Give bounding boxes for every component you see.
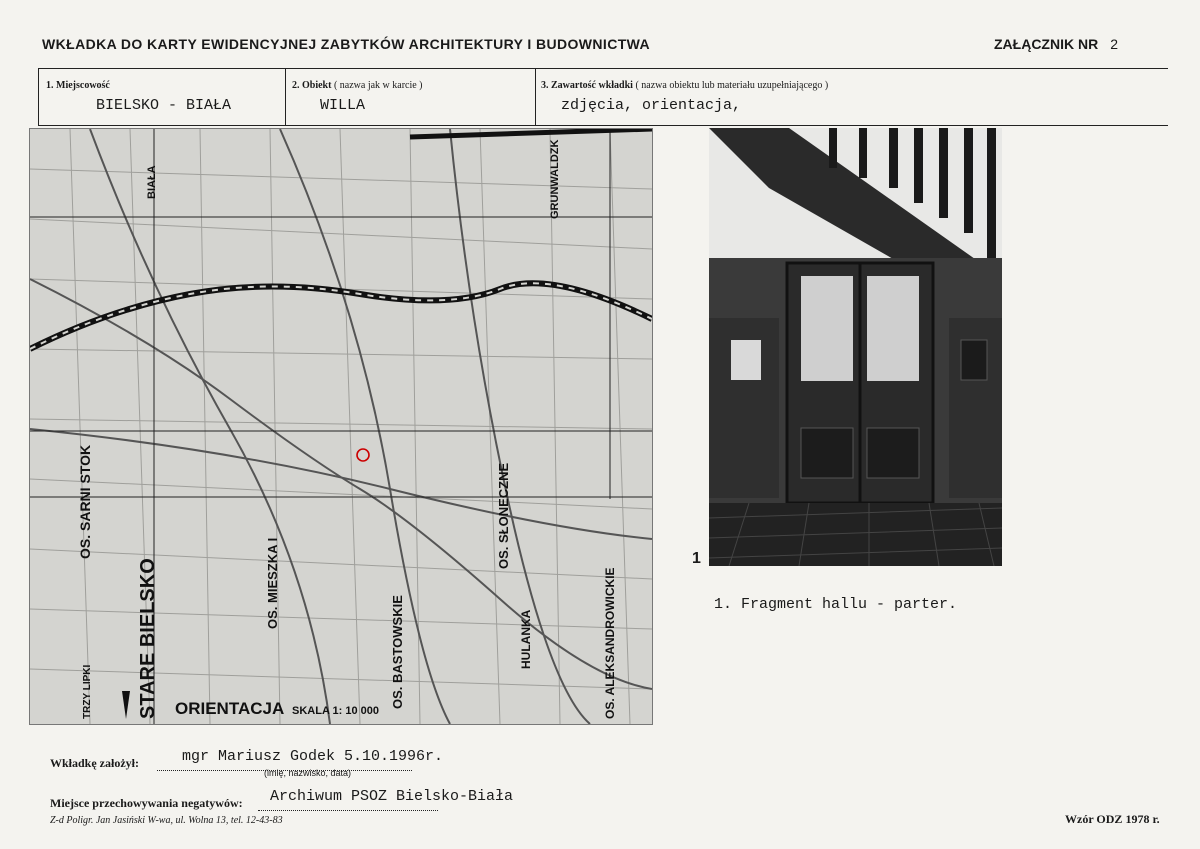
annex-label [994, 36, 1118, 52]
form-model: Wzór ODZ 1978 r. [1065, 812, 1160, 826]
interior-photo [709, 128, 1002, 566]
form-title: WKŁADKA DO KARTY EWIDENCYJNEJ ZABYTKÓW ARCHITEKTURY I BUDOWNICTWA [42, 36, 651, 52]
biala-label: BIAŁA [146, 165, 158, 199]
orientation-label: ORIENTACJA [175, 699, 285, 718]
contents-value: zdjęcia, orientacja, [561, 97, 742, 114]
photo-number: 1 [692, 550, 701, 567]
printer-info: Z-d Poligr. Jan Jasiński W-wa, ul. Wolna 13, tel. 12-43-83 [50, 815, 283, 826]
table-divider-2 [535, 68, 536, 126]
contents-label: 3. Zawartość wkładki ( nazwa obiektu lub materiału uzupełniającego ) [541, 80, 829, 91]
table-bottom-rule [38, 125, 1168, 126]
hall-photo-drawing [709, 128, 1002, 566]
author-hint: (imię, nazwisko, data) [264, 768, 352, 778]
grunwaldzkie-label: GRUNWALDZK [549, 139, 561, 219]
object-label: 2. Obiekt ( nazwa jak w karcie ) [292, 80, 423, 91]
negatives-value: Archiwum PSOZ Bielsko-Biała [270, 788, 514, 805]
object-value: WILLA [320, 97, 366, 114]
mieszka-label: OS. MIESZKA I [265, 537, 280, 629]
hulanka-label: HULANKA [519, 609, 533, 669]
photo-caption: 1. Fragment hallu - parter. [714, 596, 958, 613]
locality-value: BIELSKO - BIAŁA [96, 97, 232, 114]
table-left-rule [38, 68, 39, 126]
map-drawing [30, 129, 652, 724]
scale-label: SKALA 1: 10 000 [292, 705, 380, 717]
sarni-stok-label: OS. SARNI STOK [77, 444, 93, 559]
trzy-lipki-label: TRZY LIPKI [82, 664, 93, 719]
sloneczne-label: OS. SŁONECZNE [496, 462, 511, 569]
annex-label-text: ZAŁĄCZNIK NR [994, 36, 1099, 52]
table-divider-1 [285, 68, 286, 126]
author-value: mgr Mariusz Godek 5.10.1996r. [182, 748, 444, 765]
table-top-rule [38, 68, 1168, 69]
bastowskie-label: OS. BASTOWSKIE [390, 595, 405, 709]
stare-bielsko-label: STARE BIELSKO [137, 558, 159, 719]
locality-label: 1. Miejscowość [46, 80, 110, 91]
negatives-label: Miejsce przechowywania negatywów: [50, 796, 243, 810]
aleksandrowickie-label: OS. ALEKSANDROWICKIE [603, 567, 617, 719]
author-label: Wkładkę założył: [50, 756, 139, 770]
annex-number: 2 [1110, 36, 1119, 52]
orientation-map [29, 128, 653, 725]
